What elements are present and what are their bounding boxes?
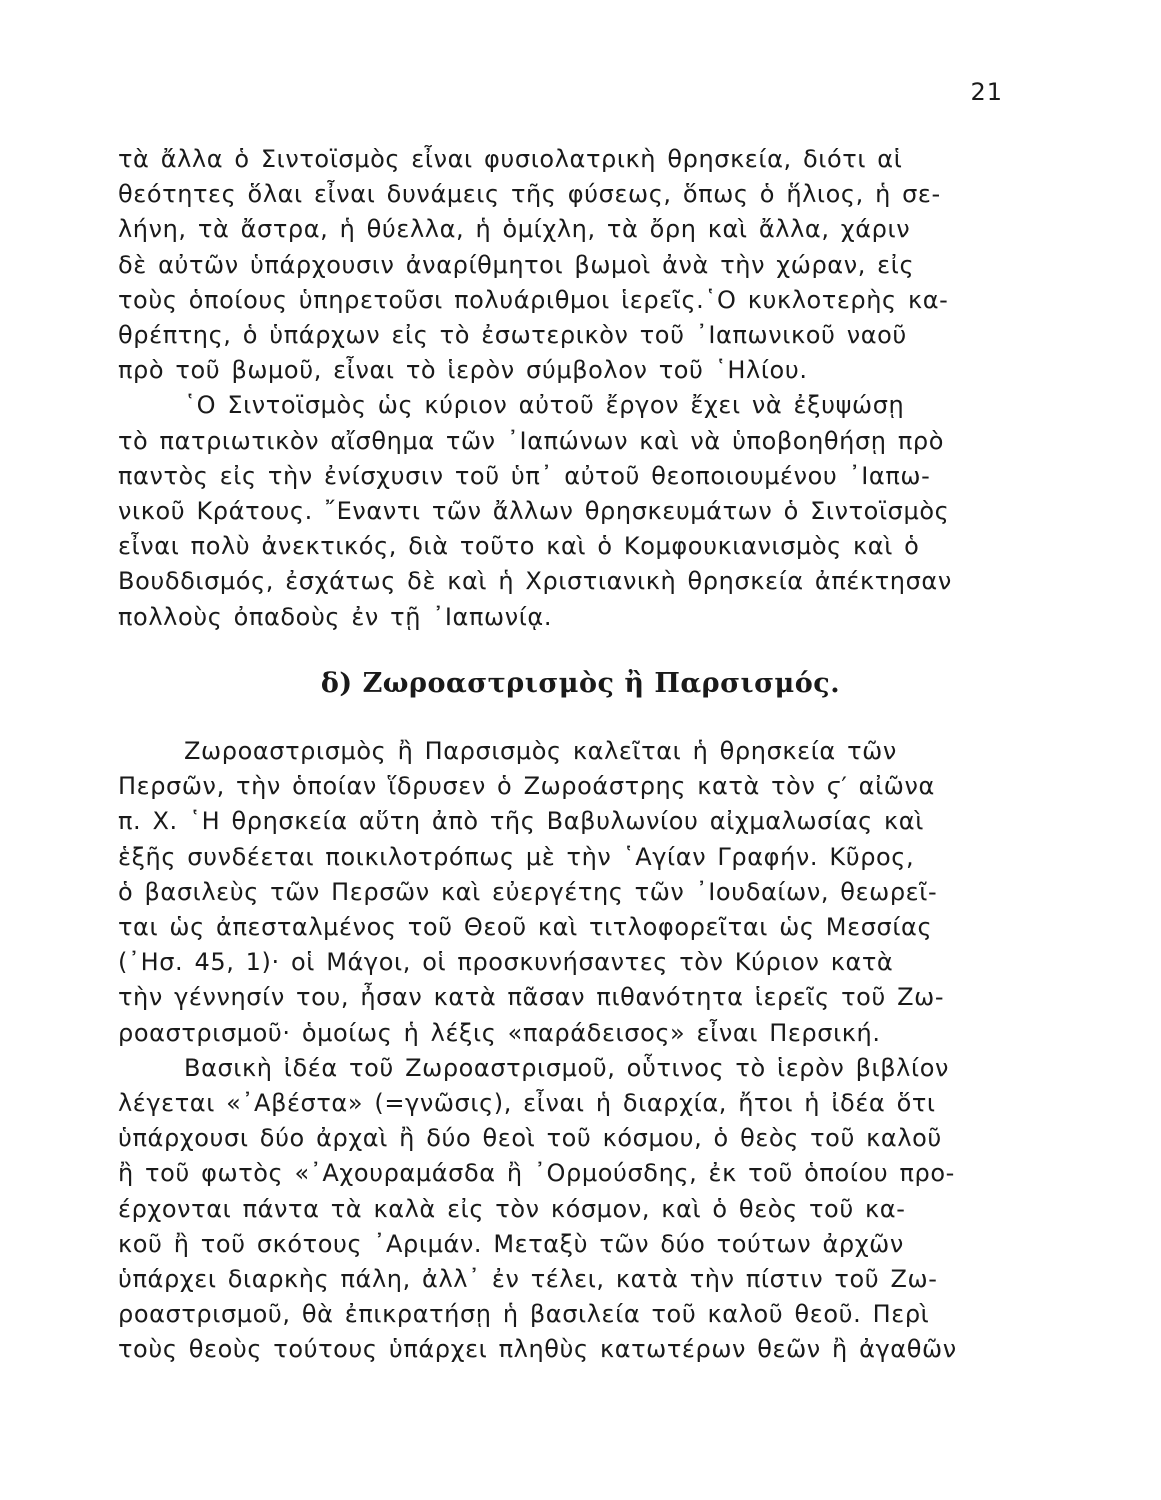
text-line: ροαστρισμοῦ· ὁμοίως ἡ λέξις «παράδεισος» εἶναι Περσική. [118, 1018, 881, 1047]
text-line: ἑξῆς συνδέεται ποικιλοτρόπως μὲ τὴν ῾Αγίαν Γραφήν. Κῦρος, [118, 842, 915, 871]
text-block-lower [118, 734, 1018, 1368]
text-line: δὲ αὐτῶν ὑπάρχουσιν ἀναρίθμητοι βωμοὶ ἀνὰ τὴν χώραν, εἰς [118, 250, 915, 279]
text-block-upper [118, 142, 1018, 635]
text-line: εἶναι πολὺ ἀνεκτικός, διὰ τοῦτο καὶ ὁ Κομφουκιανισμὸς καὶ ὁ [118, 532, 920, 561]
text-line: λήνη, τὰ ἄστρα, ἡ θύελλα, ἡ ὁμίχλη, τὰ ὄρη καὶ ἄλλα, χάριν [118, 215, 911, 244]
text-line: ροαστρισμοῦ, θὰ ἐπικρατήσῃ ἡ βασιλεία τοῦ καλοῦ θεοῦ. Περὶ [118, 1300, 930, 1329]
text-line: Βασικὴ ἰδέα τοῦ Ζωροαστρισμοῦ, οὗτινος τὸ ἱερὸν βιβλίον [184, 1053, 949, 1082]
section-heading: δ) Ζωροαστρισμὸς ἢ Παρσισμός. [320, 668, 841, 699]
text-line: ἢ τοῦ φωτὸς «᾿Αχουραμάσδα ἢ ᾿Ορμούσδης, ἐκ τοῦ ὁποίου προ- [118, 1159, 955, 1188]
text-line: ὑπάρχει διαρκὴς πάλη, ἀλλ᾿ ἐν τέλει, κατὰ τὴν πίστιν τοῦ Ζω- [118, 1265, 938, 1294]
text-line: ται ὡς ἀπεσταλμένος τοῦ Θεοῦ καὶ τιτλοφορεῖται ὡς Μεσσίας [118, 913, 933, 942]
text-line: τὴν γέννησίν του, ἦσαν κατὰ πᾶσαν πιθανότητα ἱερεῖς τοῦ Ζω- [118, 983, 945, 1012]
text-line: π. Χ. ῾Η θρησκεία αὕτη ἀπὸ τῆς Βαβυλωνίου αἰχμαλωσίας καὶ [118, 807, 924, 836]
text-line: κοῦ ἢ τοῦ σκότους ᾿Αριμάν. Μεταξὺ τῶν δύο τούτων ἀρχῶν [118, 1229, 904, 1258]
text-line: τὰ ἄλλα ὁ Σιντοϊσμὸς εἶναι φυσιολατρικὴ θρησκεία, διότι αἱ [118, 145, 903, 173]
text-line: παντὸς εἰς τὴν ἐνίσχυσιν τοῦ ὑπ᾿ αὐτοῦ θεοποιουμένου ᾿Ιαπω- [118, 461, 931, 490]
text-line: (᾿Ησ. 45, 1)· οἱ Μάγοι, οἱ προσκυνήσαντες τὸν Κύριον κατὰ [118, 948, 894, 977]
text-line: τοὺς ὁποίους ὑπηρετοῦσι πολυάριθμοι ἱερεῖς.῾Ο κυκλοτερὴς κα- [118, 285, 949, 314]
text-line: ὑπάρχουσι δύο ἀρχαὶ ἢ δύο θεοὶ τοῦ κόσμου, ὁ θεὸς τοῦ καλοῦ [118, 1124, 942, 1153]
text-line: έρχονται πάντα τὰ καλὰ εἰς τὸν κόσμον, καὶ ὁ θεὸς τοῦ κα- [118, 1194, 906, 1223]
text-line: λέγεται «᾿Αβέστα» (=γνῶσις), εἶναι ἡ διαρχία, ἤτοι ἡ ἰδέα ὅτι [118, 1089, 936, 1118]
text-line: τὸ πατριωτικὸν αἴσθημα τῶν ᾿Ιαπώνων καὶ νὰ ὑποβοηθήσῃ πρὸ [118, 426, 945, 455]
text-line: τοὺς θεοὺς τούτους ὑπάρχει πληθὺς κατωτέρων θεῶν ἢ ἀγαθῶν [118, 1335, 957, 1364]
text-line: ῾Ο Σιντοϊσμὸς ὡς κύριον αὐτοῦ ἔργον ἔχει νὰ ἐξυψώσῃ [184, 391, 905, 420]
text-line: θεότητες ὅλαι εἶναι δυνάμεις τῆς φύσεως, ὅπως ὁ ἥλιος, ἡ σε- [118, 180, 941, 209]
text-line: θρέπτης, ὁ ὑπάρχων εἰς τὸ ἐσωτερικὸν τοῦ ᾿Ιαπωνικοῦ ναοῦ [118, 321, 907, 350]
page-number: 21 [970, 78, 1003, 106]
text-line: νικοῦ Κράτους. ῎Εναντι τῶν ἄλλων θρησκευμάτων ὁ Σιντοϊσμὸς [118, 497, 950, 526]
text-line: Περσῶν, τὴν ὁποίαν ἵδρυσεν ὁ Ζωροάστρης κατὰ τὸν ϛ′ αἰῶνα [118, 772, 935, 801]
text-line: πολλοὺς ὀπαδοὺς ἐν τῇ ᾿Ιαπωνίᾳ. [118, 602, 553, 631]
text-line: ὁ βασιλεὺς τῶν Περσῶν καὶ εὐεργέτης τῶν ᾿Ιουδαίων, θεωρεῖ- [118, 877, 938, 906]
text-line: πρὸ τοῦ βωμοῦ, εἶναι τὸ ἱερὸν σύμβολον τοῦ ῾Ηλίου. [118, 356, 808, 385]
text-line: Ζωροαστρισμὸς ἢ Παρσισμὸς καλεῖται ἡ θρησκεία τῶν [184, 737, 897, 765]
text-line: Βουδδισμός, ἐσχάτως δὲ καὶ ἡ Χριστιανικὴ θρησκεία ἀπέκτησαν [118, 567, 952, 596]
